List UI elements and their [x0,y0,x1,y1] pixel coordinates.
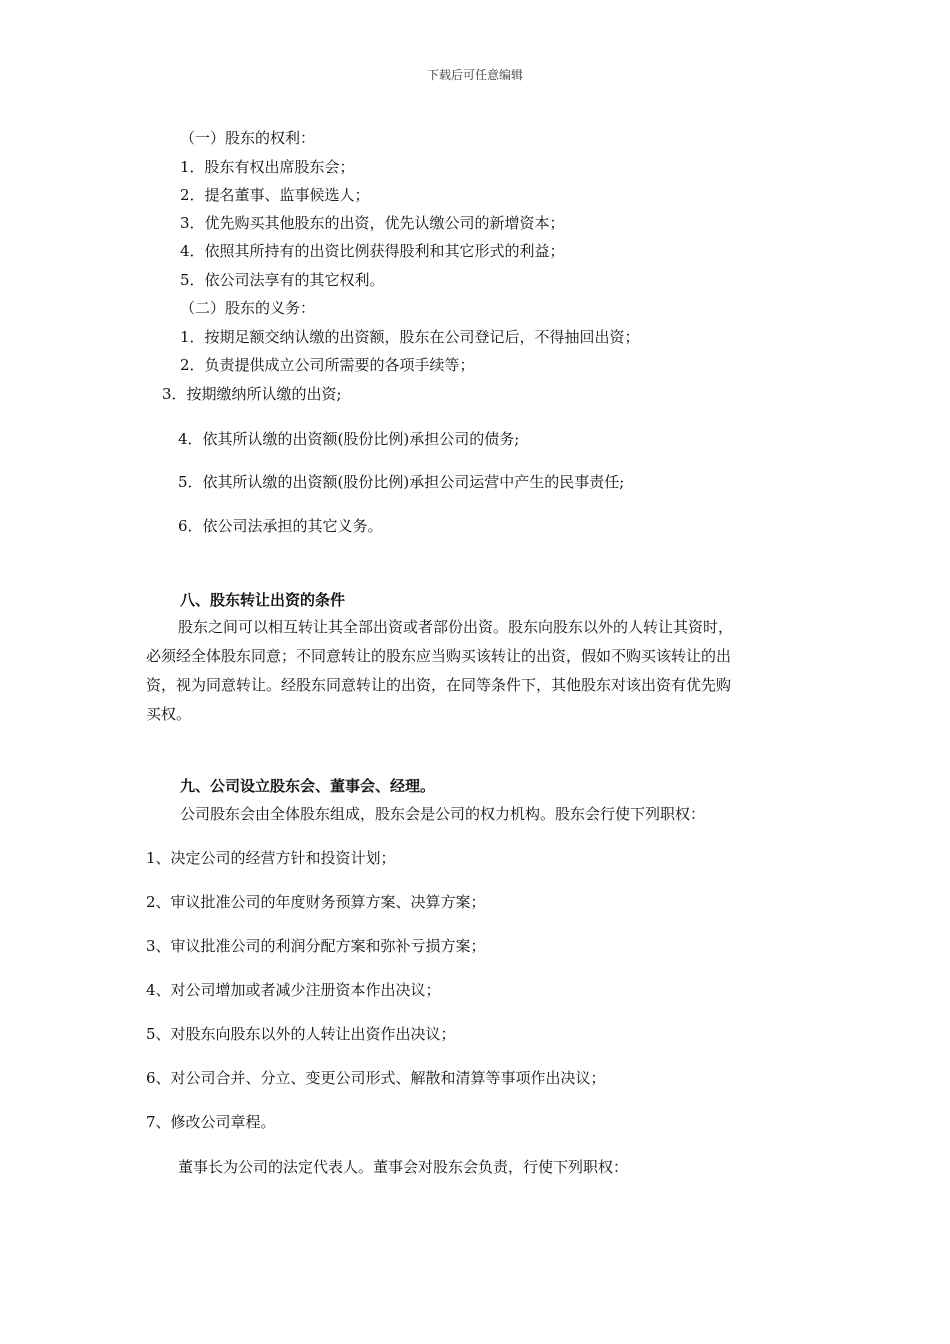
powers-item: 1、决定公司的经营方针和投资计划； [146,849,396,867]
rights-heading: （一）股东的权利： [180,129,316,147]
powers-item: 2、审议批准公司的年度财务预算方案、决算方案； [146,893,486,911]
section-8-paragraph [146,613,806,729]
paragraph-line: 股东之间可以相互转让其全部出资或者部份出资。股东向股东以外的人转让其资时， [178,618,734,636]
section-9-title: 九、公司设立股东会、董事会、经理。 [180,777,436,795]
powers-item: 5、对股东向股东以外的人转让出资作出决议； [146,1025,456,1043]
powers-item: 3、审议批准公司的利润分配方案和弥补亏损方案； [146,937,486,955]
paragraph-line: 资，视为同意转让。经股东同意转让的出资，在同等条件下，其他股东对该出资有优先购 [146,676,732,694]
powers-item: 6、对公司合并、分立、变更公司形式、解散和清算等事项作出决议； [146,1069,606,1087]
paragraph-line: 买权。 [146,705,192,723]
rights-item: 2．提名董事、监事候选人； [180,186,370,204]
powers-item: 7、修改公司章程。 [146,1113,276,1131]
duties-item: 2．负责提供成立公司所需要的各项手续等； [180,356,475,374]
rights-item: 1．股东有权出席股东会； [180,158,355,176]
section-8-title: 八、股东转让出资的条件 [180,591,346,609]
rights-item: 4．依照其所持有的出资比例获得股利和其它形式的利益； [180,242,565,260]
section-9-intro: 公司股东会由全体股东组成，股东会是公司的权力机构。股东会行使下列职权： [180,805,706,823]
duties-item: 1．按期足额交纳认缴的出资额，股东在公司登记后，不得抽回出资； [180,328,640,346]
board-paragraph: 董事长为公司的法定代表人。董事会对股东会负责，行使下列职权： [178,1158,629,1176]
duties-item: 6．依公司法承担的其它义务。 [178,517,383,535]
powers-item: 4、对公司增加或者减少注册资本作出决议； [146,981,441,999]
duties-heading: （二）股东的义务： [180,299,316,317]
rights-item: 3．优先购买其他股东的出资，优先认缴公司的新增资本； [180,214,565,232]
paragraph-line: 必须经全体股东同意；不同意转让的股东应当购买该转让的出资，假如不购买该转让的出 [146,647,732,665]
duties-item: 3．按期缴纳所认缴的出资; [162,385,342,403]
page-header: 下载后可任意编辑 [426,68,523,82]
rights-item: 5．依公司法享有的其它权利。 [180,271,385,289]
duties-item: 5．依其所认缴的出资额(股份比例)承担公司运营中产生的民事责任; [178,473,625,491]
duties-item: 4．依其所认缴的出资额(股份比例)承担公司的债务; [178,430,520,448]
